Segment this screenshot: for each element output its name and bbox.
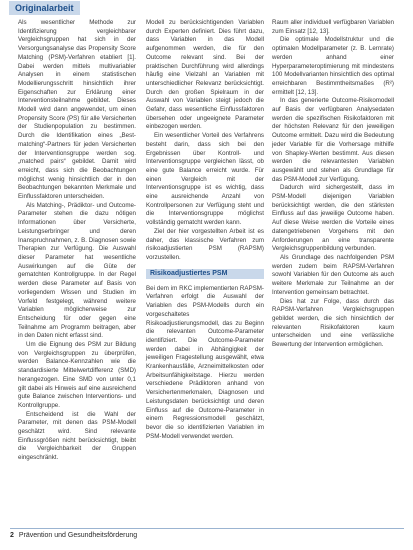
footer-divider (10, 528, 404, 529)
paragraph: Dies hat zur Folge, dass durch das RAPSM-Verfahren Vergleichsgruppen gebildet werden, die sich hinsichtlich der relevanten Risikofaktoren kaum unterscheiden und eine verlässliche Bewertung der Intervention ermöglichen. (272, 297, 394, 349)
paragraph: Als Grundlage des nachfolgenden PSM werden zudem beim RAPSM-Verfahren sowohl Variablen für den Outcome als auch weitere Merkmale zur Teilnahme an der Intervention gemeinsam betrachtet. (272, 253, 394, 296)
paragraph: In das generierte Outcome-Risikomodell auf Basis der verfügbaren Analysedaten werden die spezifischen Risikofaktoren mit der höchsten Relevanz für den jeweiligen Outcome ermittelt. Dazu wird die Bedeutung jeder Variable für die Vorhersage mithilfe von Shapley-Werten bestimmt. Aus diesen werden die relevantesten Variablen ausgewählt und stehen als Grundlage für das PSM-Modell zur Verfügung. (272, 97, 394, 183)
article-type-badge: Originalarbeit (9, 1, 80, 15)
paragraph: Ziel der hier vorgestellten Arbeit ist es daher, das klassische Verfahren zum risikoadjustierten PSM (RAPSM) vorzustellen. (146, 227, 264, 261)
paragraph: Die optimale Modellstruktur und die optimalen Modellparameter (z. B. Lernrate) werden anhand einer Hyperparameteroptimierung mit mindestens 100 Modellvarianten hinsichtlich des optimal erreichbaren Bestimmtheitsmaßes (R²) ermittelt [12, 13]. (272, 36, 394, 96)
paragraph: Modell zu berücksichtigenden Variablen durch Experten definiert. Dies führt dazu, dass Variablen in das Modell aufgenommen werden, die für den Outcome relevant sind. Bei der praktischen Durchführung wird allerdings häufig eine Vielzahl an Variablen mit unterschiedlicher Relevanz berücksichtigt. Durch den großen Spielraum in der Auswahl von Variablen steigt jedoch die Gefahr, dass wesentliche Einflussfaktoren übersehen oder ungeeignete Parameter einbezogen werden. (146, 19, 264, 131)
page-footer (10, 528, 404, 542)
text-column-2 (146, 19, 264, 441)
footer-text (10, 531, 137, 540)
paragraph: Um die Eignung des PSM zur Bildung von Vergleichsgruppen zu überprüfen, werden Balance-Kennzahlen wie die standardisierte Mittelwertdifferenz (SMD) herangezogen. Eine SMD von unter 0,1 gilt dabei als Hinweis auf eine ausreichend gute Balance zwischen Interventions- und Kontrollgruppe. (18, 341, 136, 409)
paragraph: Ein wesentlicher Vorteil des Verfahrens besteht darin, dass sich bei den Ergebnissen über Kontroll- und Interventionsgruppe vergleichen lässt, ob eine gute Balance erreicht wurde. Für einen Vergleich mit der Interventionsgruppe ist es wichtig, dass eine ausreichende Anzahl von Kontrollpersonen zur Verfügung steht und die Interventionsgruppe möglichst vollständig gematcht werden kann. (146, 132, 264, 227)
paragraph: Als Matching-, Prädiktor- und Outcome-Parameter stehen die dazu nötigen Informationen über Versicherte, Leistungserbringer und deren Inanspruchnahmen, z. B. Diagnosen sowie Therapien zur Verfügung. Die Auswahl dieser Parameter hat wesentliche Auswirkungen auf die Güte der gematchten Kontrollgruppe. In der Regel werden diese Parameter auf Basis von vorliegendem Wissen und Studien im Vorfeld festgelegt, während weitere Variablen möglicherweise zur Entscheidung für oder gegen eine Teilnahme am Programm beitragen, aber in den Daten nicht erfasst sind. (18, 201, 136, 340)
paragraph: Als wesentlicher Methode zur Identifizierung vergleichbarer Vergleichsgruppen hat sich in der Versorgungsanalyse das Propensity Score Matching (PSM)-Verfahren etabliert [1]. Dabei werden mittels multivariabler Analysen in einem statistischen Modellierungsschritt hinsichtlich ihrer Eigenschaften zur Erklärung einer Interventionsteilnahme gebildet. Dieses Modell wird dann angewendet, um einen Propensity Score (PS) für alle Versicherten der Studienpopulation zu bestimmen. Durch die Identifikation eines „Best-matching“-Partners für jeden Versicherten der Interventionsgruppe werden sog. „matched pairs“ gebildet. Damit wird erreicht, dass sich die Beobachtungen möglichst wenig hinsichtlich der in den Beobachtungen bekannten Merkmale und Einflussfaktoren unterscheiden. (18, 19, 136, 201)
page-number: 2 (10, 532, 14, 539)
paragraph: Bei dem im RKC implementierten RAPSM-Verfahren erfolgt die Auswahl der Variablen des PSM-Modells durch ein vorgeschaltetes Risikoadjustierungsmodell, das zu Beginn die relevanten Outcome-Parameter identifiziert. Die Outcome-Parameter werden dabei in Abhängigkeit der jeweiligen Fragestellung ausgewählt, etwa Krankenhausfälle, Arzneimittelkosten oder Arbeitsunfähigkeitstage. Hierzu werden verschiedene Prädiktoren anhand von Versichertenmerkmalen, Diagnosen und Leistungsdaten berücksichtigt und deren Einfluss auf die Outcome-Parameter in einem Regressionsmodell geschätzt, bevor die so identifizierten Variablen im PSM-Modell verwendet werden. (146, 284, 264, 440)
paragraph: Entscheidend ist die Wahl der Parameter, mit denen das PSM-Modell geschätzt wird. Sind relevante Einflussgrößen nicht berücksichtigt, bleibt die Vergleichbarkeit der Gruppen eingeschränkt. (18, 410, 136, 462)
text-column-1 (18, 19, 136, 463)
header-bar (0, 0, 413, 20)
journal-name: Prävention und Gesundheitsförderung (18, 532, 138, 539)
paragraph: Dadurch wird sichergestellt, dass im PSM-Modell diejenigen Variablen berücksichtigt werden, die den stärksten Einfluss auf das jeweilige Outcome haben. Auf diese Weise werden die Vorteile eines datengetriebenen Vorgehens mit den Anforderungen an eine transparente Vergleichsgruppenbildung verbunden. (272, 184, 394, 253)
text-column-3 (272, 19, 394, 350)
paragraph: Raum aller individuell verfügbaren Variablen zum Einsatz [12, 13]. (272, 19, 394, 35)
section-heading: Risikoadjustiertes PSM (146, 269, 264, 279)
